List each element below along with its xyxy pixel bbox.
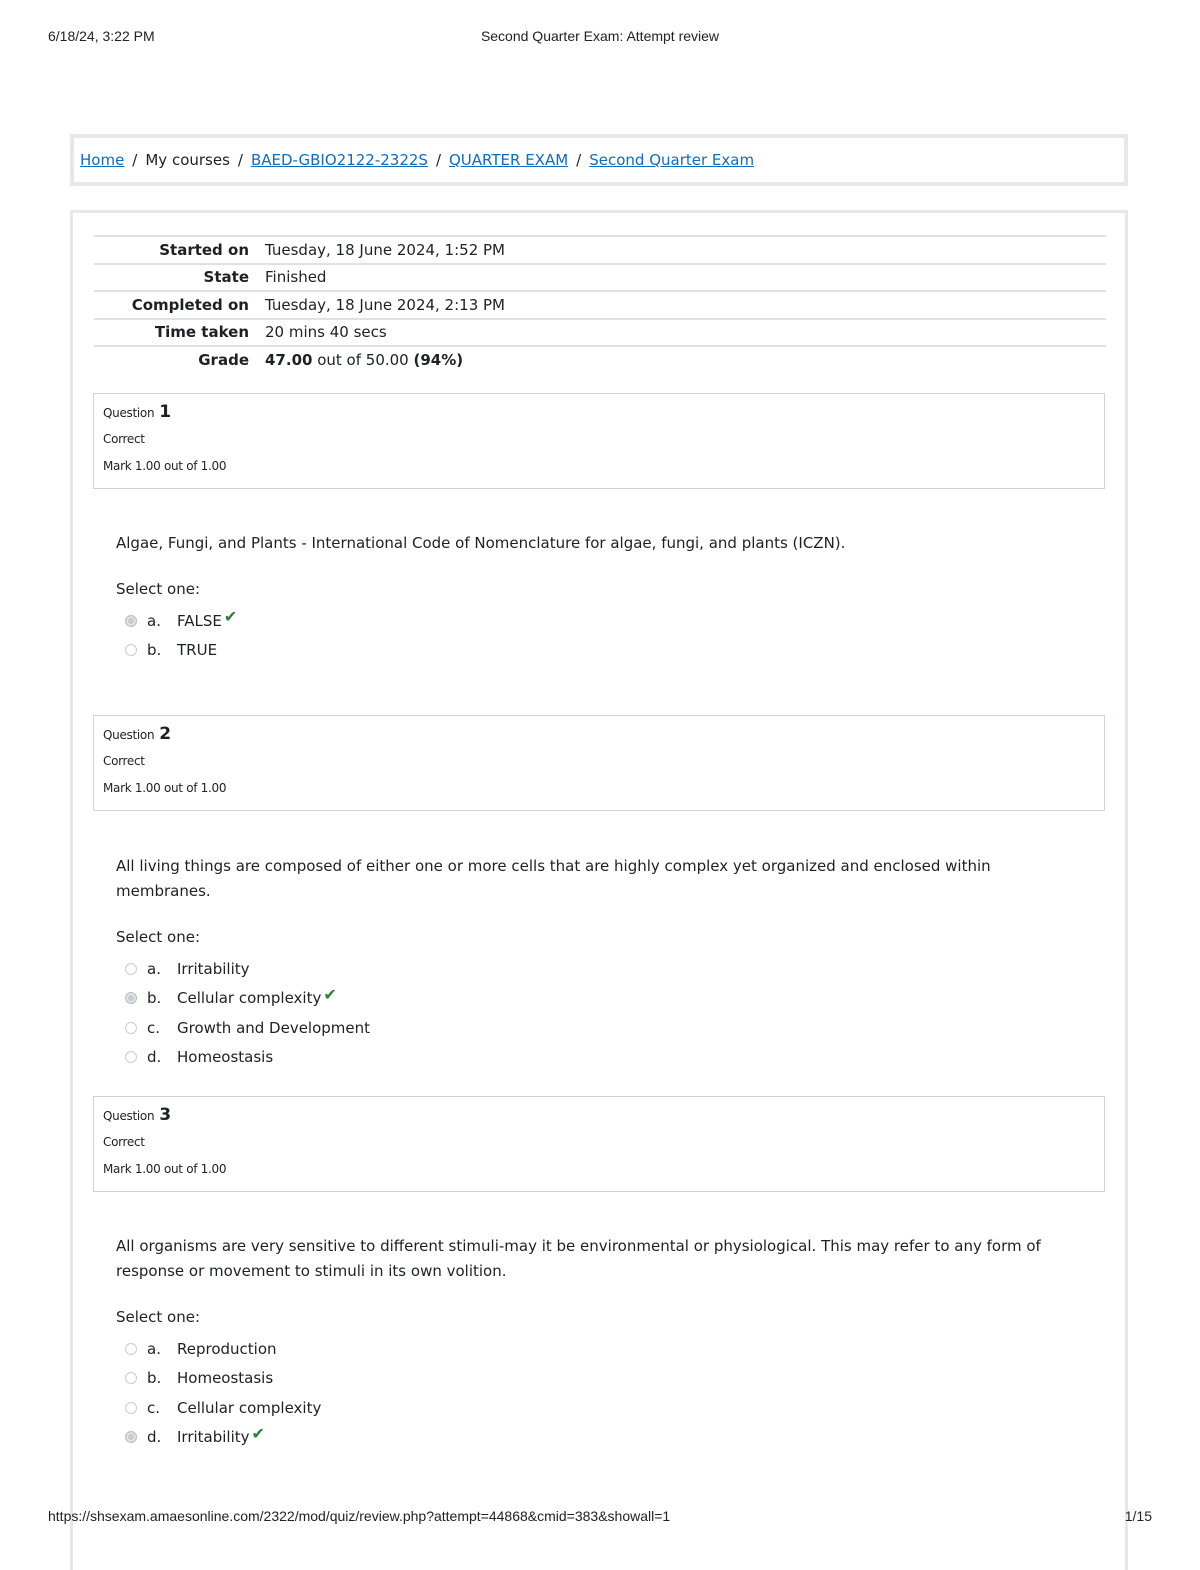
- answer-radio[interactable]: [125, 1022, 137, 1034]
- answer-radio[interactable]: [125, 992, 137, 1004]
- print-page-number: 1/15: [1124, 1508, 1152, 1524]
- answer-text: Cellular complexity: [177, 989, 322, 1008]
- answer-option[interactable]: [125, 1393, 1086, 1423]
- answer-option[interactable]: [125, 606, 1086, 636]
- print-url: https://shsexam.amaesonline.com/2322/mod/quiz/review.php?attempt=44868&cmid=383&showall=1: [48, 1508, 671, 1524]
- question-content: [116, 854, 1086, 1072]
- answer-option[interactable]: [125, 636, 1086, 666]
- answer-option[interactable]: [125, 1364, 1086, 1394]
- select-one-prompt: Select one:: [116, 580, 201, 598]
- answer-radio[interactable]: [125, 615, 137, 627]
- breadcrumb-course[interactable]: BAED-GBIO2122-2322S: [250, 151, 428, 169]
- summary-row-completed: [94, 291, 1106, 319]
- print-datetime: 6/18/24, 3:22 PM: [48, 28, 155, 44]
- answer-letter: a.: [147, 611, 161, 630]
- summary-row-state: [94, 264, 1106, 292]
- answer-text: Irritability: [177, 1428, 250, 1447]
- answer-text: Growth and Development: [177, 1018, 371, 1037]
- breadcrumb-my-courses: My courses: [145, 151, 230, 169]
- question-label: Question: [103, 406, 155, 420]
- question-info: [93, 715, 1105, 811]
- answer-text: TRUE: [177, 641, 218, 660]
- breadcrumb-separator: /: [237, 151, 243, 169]
- grade-percent: (94%): [413, 351, 464, 370]
- question-content: [116, 1234, 1086, 1452]
- print-footer: [48, 1508, 1152, 1528]
- print-header: [48, 28, 1152, 48]
- summary-row-grade: [94, 346, 1106, 374]
- time-taken-value: 20 mins 40 secs: [265, 323, 387, 342]
- print-title: Second Quarter Exam: Attempt review: [480, 28, 720, 44]
- answer-radio[interactable]: [125, 1343, 137, 1355]
- answer-letter: d.: [147, 1428, 162, 1447]
- breadcrumb-quiz[interactable]: Second Quarter Exam: [589, 151, 755, 169]
- breadcrumb-separator: /: [435, 151, 441, 169]
- answer-option[interactable]: [125, 1423, 1086, 1453]
- breadcrumb: [70, 134, 1128, 186]
- question-text: All living things are composed of either one or more cells that are highly complex yet organized and enclosed within membranes.: [116, 857, 991, 900]
- answer-text: Irritability: [177, 959, 250, 978]
- breadcrumb-separator: /: [132, 151, 138, 169]
- answer-radio[interactable]: [125, 1372, 137, 1384]
- answer-letter: c.: [147, 1398, 161, 1417]
- correct-check-icon: ✔: [323, 984, 337, 1004]
- answer-option[interactable]: [125, 1043, 1086, 1073]
- answer-option[interactable]: [125, 1013, 1086, 1043]
- time-taken-label: Time taken: [154, 323, 249, 342]
- question-state: Correct: [103, 432, 145, 446]
- summary-row-time: [94, 319, 1106, 347]
- question-mark: Mark 1.00 out of 1.00: [103, 459, 227, 473]
- answer-text: Homeostasis: [177, 1369, 274, 1388]
- grade-out-of: out of 50.00: [312, 351, 414, 370]
- question-number: 1: [159, 402, 171, 422]
- correct-check-icon: ✔: [223, 607, 238, 627]
- question-label: Question: [103, 728, 155, 742]
- question-state: Correct: [103, 1135, 145, 1149]
- grade-value: [265, 346, 1106, 374]
- answer-radio[interactable]: [125, 1051, 137, 1063]
- answer-text: Homeostasis: [177, 1048, 274, 1067]
- answer-letter: b.: [147, 641, 162, 660]
- answer-option[interactable]: [125, 984, 1086, 1014]
- question-content: [116, 531, 1086, 665]
- question-state: Correct: [103, 754, 145, 768]
- state-value: Finished: [265, 268, 327, 287]
- summary-row-started: [94, 236, 1106, 264]
- select-one-prompt: Select one:: [116, 1308, 201, 1326]
- answer-letter: a.: [147, 959, 161, 978]
- completed-on-label: Completed on: [131, 295, 249, 314]
- grade-label: Grade: [198, 351, 249, 370]
- question-info: [93, 1096, 1105, 1192]
- correct-check-icon: ✔: [251, 1423, 265, 1443]
- completed-on-value: Tuesday, 18 June 2024, 2:13 PM: [265, 295, 505, 314]
- grade-score: 47.00: [265, 351, 313, 370]
- breadcrumb-home[interactable]: Home: [80, 151, 125, 169]
- breadcrumb-separator: /: [576, 151, 582, 169]
- answer-text: FALSE: [177, 611, 222, 630]
- answer-option[interactable]: [125, 954, 1086, 984]
- question-mark: Mark 1.00 out of 1.00: [103, 781, 227, 795]
- question-info: [93, 393, 1105, 489]
- question-label: Question: [103, 1109, 155, 1123]
- select-one-prompt: Select one:: [116, 928, 201, 946]
- answer-radio[interactable]: [125, 963, 137, 975]
- answer-letter: d.: [147, 1048, 162, 1067]
- question-text: All organisms are very sensitive to different stimuli-may it be environmental or physiological. This may refer to any form of response or movement to stimuli in its own volition.: [116, 1237, 1041, 1280]
- breadcrumb-section[interactable]: QUARTER EXAM: [449, 151, 569, 169]
- answer-letter: a.: [147, 1339, 161, 1358]
- state-label: State: [203, 268, 249, 287]
- question-mark: Mark 1.00 out of 1.00: [103, 1162, 227, 1176]
- answer-radio[interactable]: [125, 644, 137, 656]
- answer-radio[interactable]: [125, 1402, 137, 1414]
- question-number: 3: [159, 1105, 171, 1125]
- answer-letter: b.: [147, 1369, 162, 1388]
- answer-letter: c.: [147, 1018, 161, 1037]
- question-number: 2: [159, 724, 171, 744]
- attempt-summary-table: [94, 235, 1106, 374]
- answer-option[interactable]: [125, 1334, 1086, 1364]
- started-on-label: Started on: [159, 240, 249, 259]
- answer-text: Cellular complexity: [177, 1398, 322, 1417]
- answer-text: Reproduction: [177, 1339, 277, 1358]
- answer-radio[interactable]: [125, 1431, 137, 1443]
- started-on-value: Tuesday, 18 June 2024, 1:52 PM: [265, 240, 505, 259]
- answer-letter: b.: [147, 989, 162, 1008]
- question-text: Algae, Fungi, and Plants - International Code of Nomenclature for algae, fungi, and plants (ICZN).: [116, 534, 846, 552]
